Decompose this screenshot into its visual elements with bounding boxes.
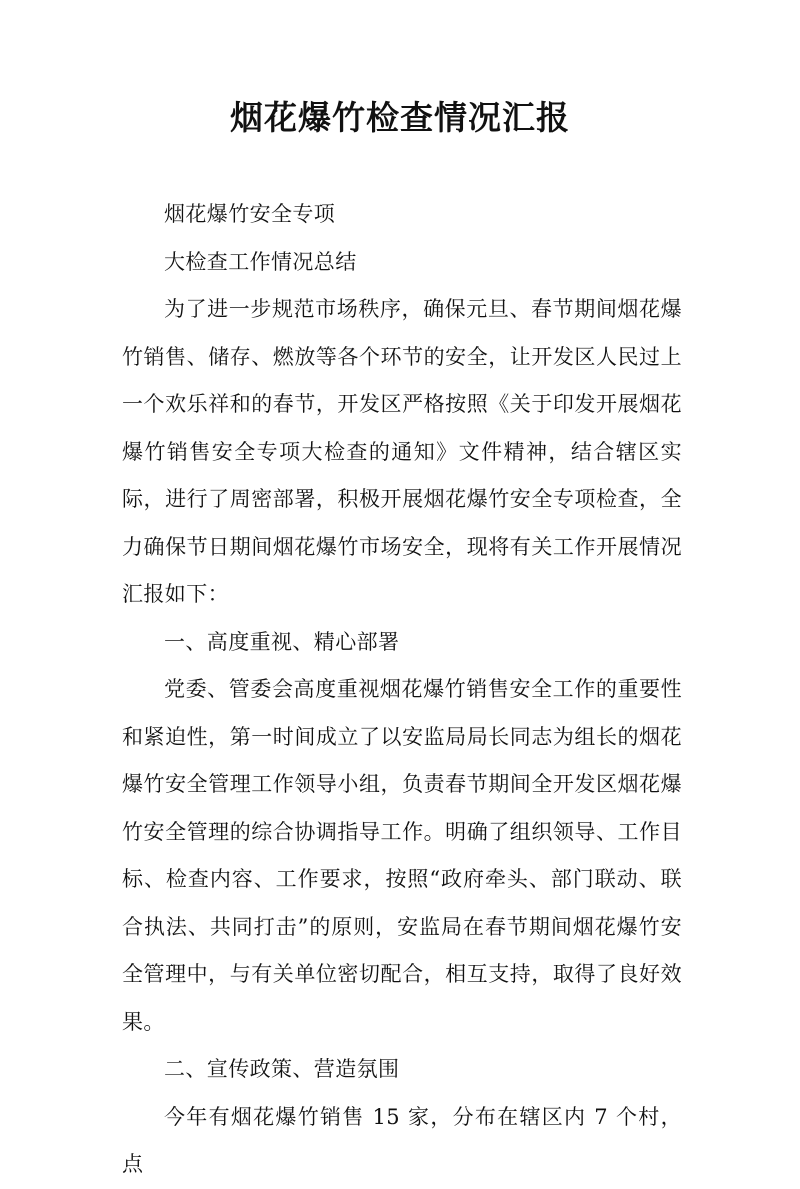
paragraph-section-1: 党委、管委会高度重视烟花爆竹销售安全工作的重要性和紧迫性，第一时间成立了以安监局局长同志为组长的烟花爆竹安全管理工作领导小组，负责春节期间全开发区烟花爆竹安全管理的综合协调指导工作。明确了组织领导、工作目标、检查内容、工作要求，按照“政府牵头、部门联动、联合执法、共同打击”的原则，安监局在春节期间烟花爆竹安全管理中，与有关单位密切配合，相互支持，取得了良好效果。 <box>122 677 682 1034</box>
paragraph-intro: 为了进一步规范市场秩序，确保元旦、春节期间烟花爆竹销售、储存、燃放等各个环节的安全，让开发区人民过上一个欢乐祥和的春节，开发区严格按照《关于印发开展烟花爆竹销售安全专项大检查的通知》文件精神，结合辖区实际，进行了周密部署，积极开展烟花爆竹安全专项检查，全力确保节日期间烟花爆竹市场安全，现将有关工作开展情况汇报如下： <box>122 297 682 606</box>
section-heading-1: 一、高度重视、精心部署 <box>164 629 400 654</box>
paragraph-subtitle-line-1: 烟花爆竹安全专项 <box>164 202 336 226</box>
document-body <box>122 191 682 1189</box>
document-title: 烟花爆竹检查情况汇报 <box>230 98 570 137</box>
section-heading-2: 二、宣传政策、营造氛围 <box>164 1057 400 1081</box>
paragraph-subtitle-line-2: 大检查工作情况总结 <box>164 249 357 274</box>
paragraph-section-2: 今年有烟花爆竹销售 15 家，分布在辖区内 7 个村，点 <box>122 1104 682 1176</box>
